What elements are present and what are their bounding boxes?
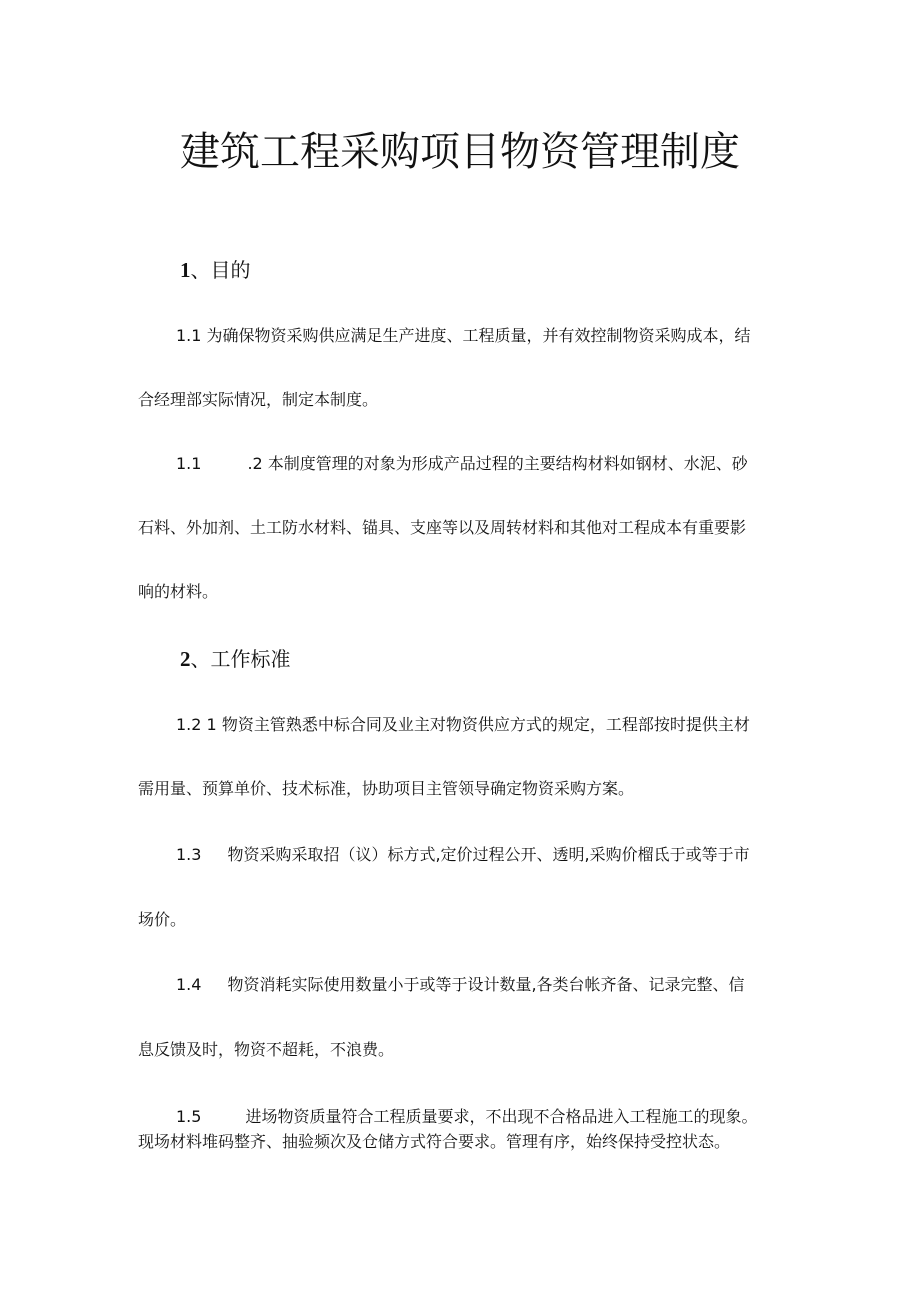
clause-text: 1 物资主管熟悉中标合同及业主对物资供应方式的规定，工程部按时提供主材 xyxy=(206,715,750,734)
clause-text: 物资采购采取招（议）标方式,定价过程公开、透明,采购价榴氐于或等于市 xyxy=(227,845,750,864)
clause-number: 1.1 xyxy=(176,454,202,473)
paragraph-line: 现场材料堆码整齐、抽验频次及仓储方式符合要求。管理有序，始终保持受控状态。 xyxy=(138,1132,731,1151)
section-number: 2 xyxy=(180,647,191,671)
paragraph-line: 息反馈及时，物资不超耗，不浪费。 xyxy=(138,1040,395,1059)
paragraph-line: 石料、外加剂、土工防水材料、锚具、支座等以及周转材料和其他对工程成本有重要影 xyxy=(138,518,747,537)
paragraph-line: 需用量、预算单价、技术标准，协助项目主管领导确定物资采购方案。 xyxy=(138,779,635,798)
document-title: 建筑工程采购项目物资管理制度 xyxy=(180,129,740,175)
section-heading-purpose xyxy=(180,256,251,284)
paragraph-line xyxy=(176,843,750,867)
section-heading-standards xyxy=(180,645,291,673)
paragraph-line xyxy=(176,452,748,476)
paragraph-line: 合经理部实际情况，制定本制度。 xyxy=(138,390,379,409)
clause-text: 进场物资质量符合工程质量要求，不出现不合格品进入工程施工的现象。 xyxy=(245,1107,758,1126)
clause-text: 为确保物资采购供应满足生产进度、工程质量，并有效控制物资采购成本，结 xyxy=(206,326,751,345)
section-number: 1 xyxy=(180,258,191,282)
paragraph-line xyxy=(176,973,745,997)
clause-text: 物资消耗实际使用数量小于或等于设计数量,各类台帐齐备、记录完整、信 xyxy=(227,975,745,994)
section-title: 、目的 xyxy=(190,258,251,282)
clause-number: 1.3 xyxy=(176,845,202,864)
paragraph-line: 场价。 xyxy=(138,910,187,929)
clause-number: 1.5 xyxy=(176,1107,202,1126)
clause-text: .2 本制度管理的对象为形成产品过程的主要结构材料如钢材、水泥、砂 xyxy=(247,454,748,473)
paragraph-line: 响的材料。 xyxy=(138,582,219,601)
clause-number: 1.2 xyxy=(176,715,202,734)
paragraph-line xyxy=(176,324,751,348)
paragraph-line xyxy=(176,1105,757,1129)
paragraph-line xyxy=(176,713,750,737)
clause-number: 1.4 xyxy=(176,975,202,994)
clause-number: 1.1 xyxy=(176,326,202,345)
section-title: 、工作标准 xyxy=(190,647,291,671)
